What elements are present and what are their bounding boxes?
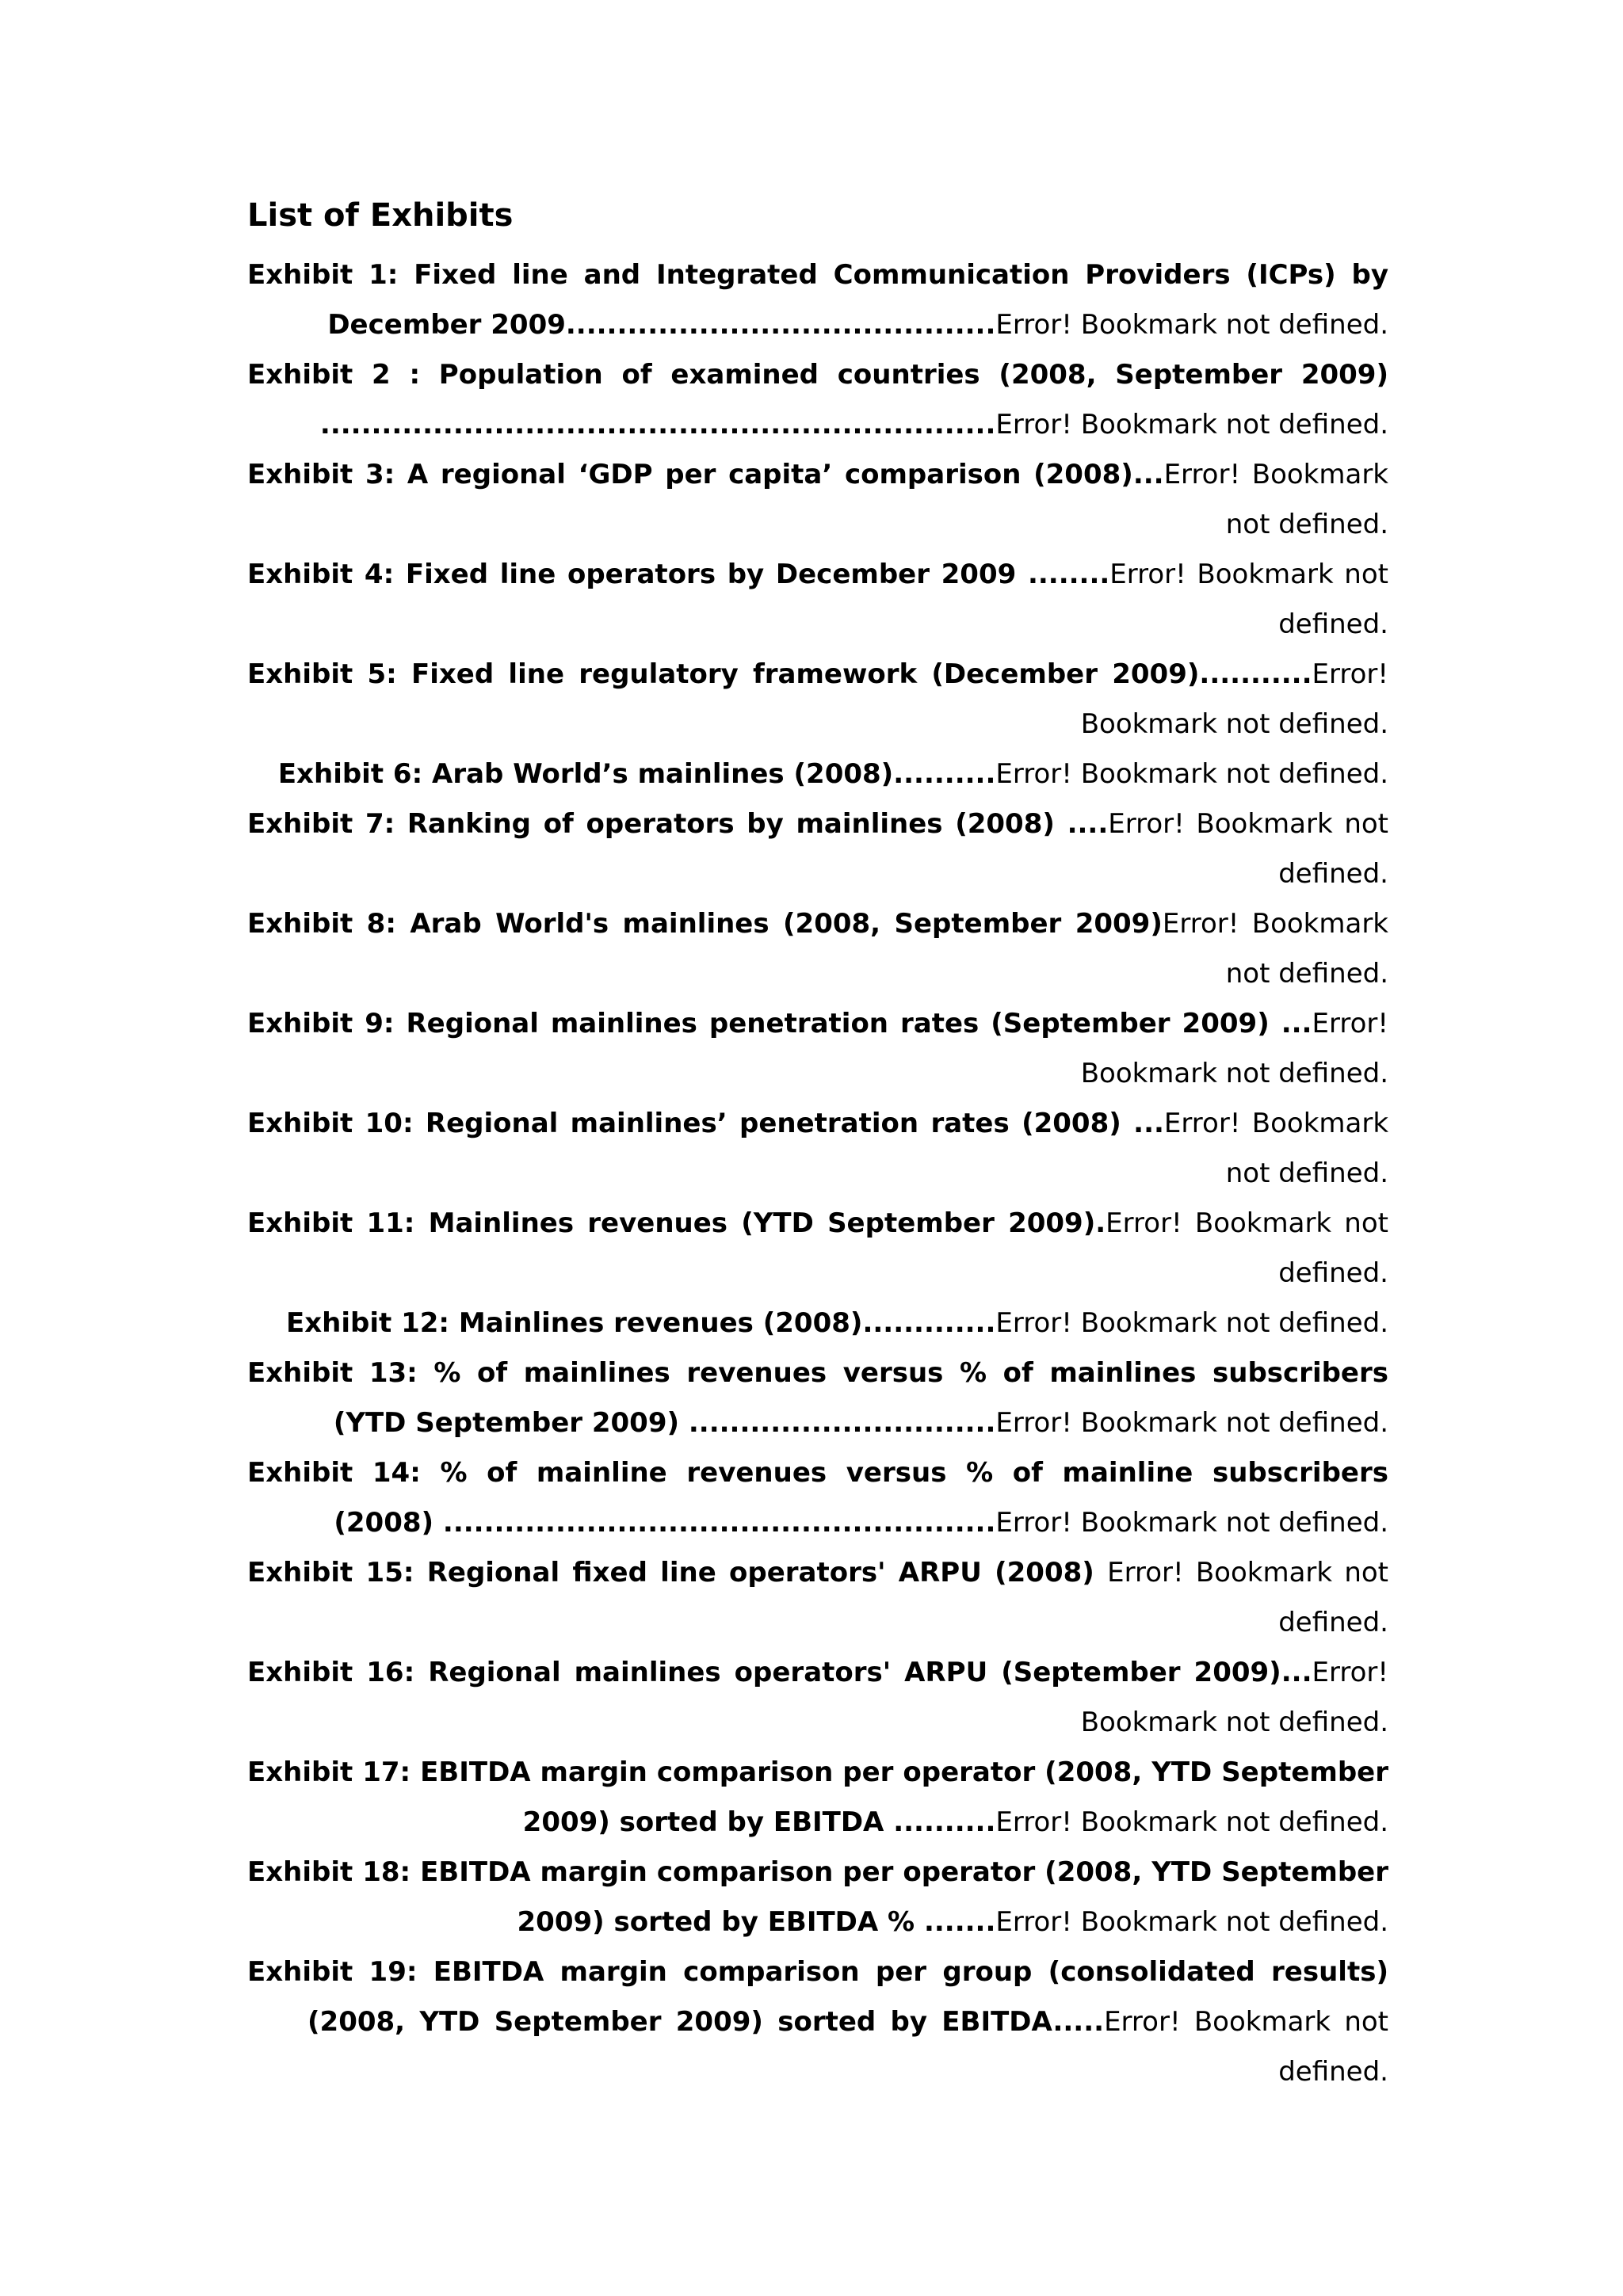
page-reference: Error! Bookmark not defined. (1106, 1207, 1388, 1289)
exhibit-entry-3[interactable] (247, 450, 1388, 550)
dot-leader (1094, 1557, 1107, 1589)
page-reference: Error! Bookmark not defined. (1080, 658, 1388, 740)
exhibit-entry-17[interactable] (247, 1748, 1388, 1848)
exhibit-entry-2[interactable] (247, 350, 1388, 450)
dot-leader: ............. (862, 1307, 996, 1339)
exhibit-title: Exhibit 10: Regional mainlines’ penetration rates (2008) (247, 1108, 1121, 1139)
page-reference: Error! Bookmark not defined. (1163, 1108, 1389, 1189)
exhibit-entry-1[interactable] (247, 250, 1388, 350)
exhibit-entry-4[interactable] (247, 550, 1388, 650)
exhibit-entry-11[interactable] (247, 1199, 1388, 1299)
exhibit-title: Exhibit 16: Regional mainlines operators' ARPU (September 2009) (247, 1657, 1281, 1688)
exhibit-title: Exhibit 8: Arab World's mainlines (2008, September 2009) (247, 908, 1163, 940)
dot-leader: ...................................................... (433, 1507, 996, 1539)
page-reference: Error! Bookmark not defined. (1080, 1008, 1388, 1089)
exhibit-entry-16[interactable] (247, 1648, 1388, 1748)
page-reference: Error! Bookmark not defined. (995, 1407, 1388, 1439)
dot-leader: . (1095, 1207, 1106, 1239)
exhibit-title: Exhibit 7: Ranking of operators by mainlines (2008) (247, 808, 1055, 840)
exhibit-entry-9[interactable] (247, 999, 1388, 1099)
page-reference: Error! Bookmark not defined. (1104, 2006, 1389, 2088)
exhibit-entry-12[interactable] (247, 1299, 1388, 1348)
dot-leader: .............................. (679, 1407, 996, 1439)
exhibit-entry-13[interactable] (247, 1348, 1388, 1448)
exhibit-title: Exhibit 14: % of mainline revenues versus % of mainline subscribers (2008) (247, 1457, 1388, 1539)
page-reference: Error! Bookmark not defined. (1163, 459, 1388, 540)
page-reference: Error! Bookmark not defined. (995, 309, 1388, 341)
page-reference: Error! Bookmark not defined. (1162, 908, 1388, 990)
list-of-exhibits-heading: List of Exhibits (247, 197, 514, 234)
exhibit-title: Exhibit 13: % of mainlines revenues versus % of mainlines subscribers (YTD September 2009) (247, 1357, 1388, 1439)
exhibit-title: Exhibit 17: EBITDA margin comparison per operator (2008, YTD September 2009) sorted by EBITDA (247, 1756, 1388, 1838)
dot-leader: ........ (1016, 559, 1110, 590)
exhibit-title: Exhibit 18: EBITDA margin comparison per operator (2008, YTD September 2009) sorted by EBITDA % (247, 1856, 1388, 1938)
exhibit-title: Exhibit 12: Mainlines revenues (2008) (286, 1307, 863, 1339)
dot-leader: .... (1054, 808, 1109, 840)
exhibit-title: Exhibit 1: Fixed line and Integrated Communication Providers (ICPs) by December 2009 (247, 259, 1388, 341)
exhibit-title: Exhibit 2 : Population of examined countries (2008, September 2009) (247, 359, 1388, 391)
dot-leader: ... (1269, 1008, 1312, 1039)
exhibit-entry-14[interactable] (247, 1448, 1388, 1548)
page-reference: Error! Bookmark not defined. (995, 1906, 1388, 1938)
exhibit-title: Exhibit 5: Fixed line regulatory framework (December 2009) (247, 658, 1200, 690)
exhibit-title: Exhibit 9: Regional mainlines penetration rates (September 2009) (247, 1008, 1270, 1039)
exhibit-entry-19[interactable] (247, 1947, 1388, 2097)
dot-leader: .......... (893, 758, 996, 790)
page-reference: Error! Bookmark not defined. (1109, 559, 1388, 640)
dot-leader: ... (1121, 1108, 1164, 1139)
page-reference: Error! Bookmark not defined. (995, 758, 1388, 790)
dot-leader: .......... (884, 1806, 996, 1838)
exhibit-title: Exhibit 15: Regional fixed line operators' ARPU (2008) (247, 1557, 1094, 1589)
page-reference: Error! Bookmark not defined. (995, 1806, 1388, 1838)
dot-leader: ........... (1199, 658, 1312, 690)
page-reference: Error! Bookmark not defined. (1107, 1557, 1389, 1638)
exhibit-entry-5[interactable] (247, 650, 1388, 749)
exhibit-entry-7[interactable] (247, 799, 1388, 899)
exhibit-entry-18[interactable] (247, 1848, 1388, 1947)
exhibit-title: Exhibit 6: Arab World’s mainlines (2008) (277, 758, 894, 790)
page-reference: Error! Bookmark not defined. (995, 409, 1388, 441)
dot-leader: ... (1132, 459, 1164, 490)
document-page (247, 190, 1388, 2097)
dot-leader: .......................................... (565, 309, 996, 341)
exhibit-title: Exhibit 11: Mainlines revenues (YTD September 2009) (247, 1207, 1096, 1239)
page-reference: Error! Bookmark not defined. (1108, 808, 1388, 890)
exhibit-entry-15[interactable] (247, 1548, 1388, 1648)
dot-leader: .................................................................. (319, 409, 996, 441)
exhibit-list (247, 250, 1388, 2097)
exhibit-entry-10[interactable] (247, 1099, 1388, 1199)
page-reference: Error! Bookmark not defined. (1080, 1657, 1388, 1738)
exhibit-title: Exhibit 19: EBITDA margin comparison per group (consolidated results) (2008, YTD September 2009) sorted by EBITDA (247, 1956, 1388, 2038)
exhibit-entry-6[interactable] (247, 749, 1388, 799)
exhibit-title: Exhibit 4: Fixed line operators by December 2009 (247, 559, 1017, 590)
page-reference: Error! Bookmark not defined. (995, 1507, 1388, 1539)
dot-leader: ..... (1052, 2006, 1105, 2038)
page-reference: Error! Bookmark not defined. (995, 1307, 1388, 1339)
exhibit-entry-8[interactable] (247, 899, 1388, 999)
exhibit-title: Exhibit 3: A regional ‘GDP per capita’ comparison (2008) (247, 459, 1133, 490)
dot-leader: ....... (915, 1906, 996, 1938)
dot-leader: ... (1281, 1657, 1312, 1688)
